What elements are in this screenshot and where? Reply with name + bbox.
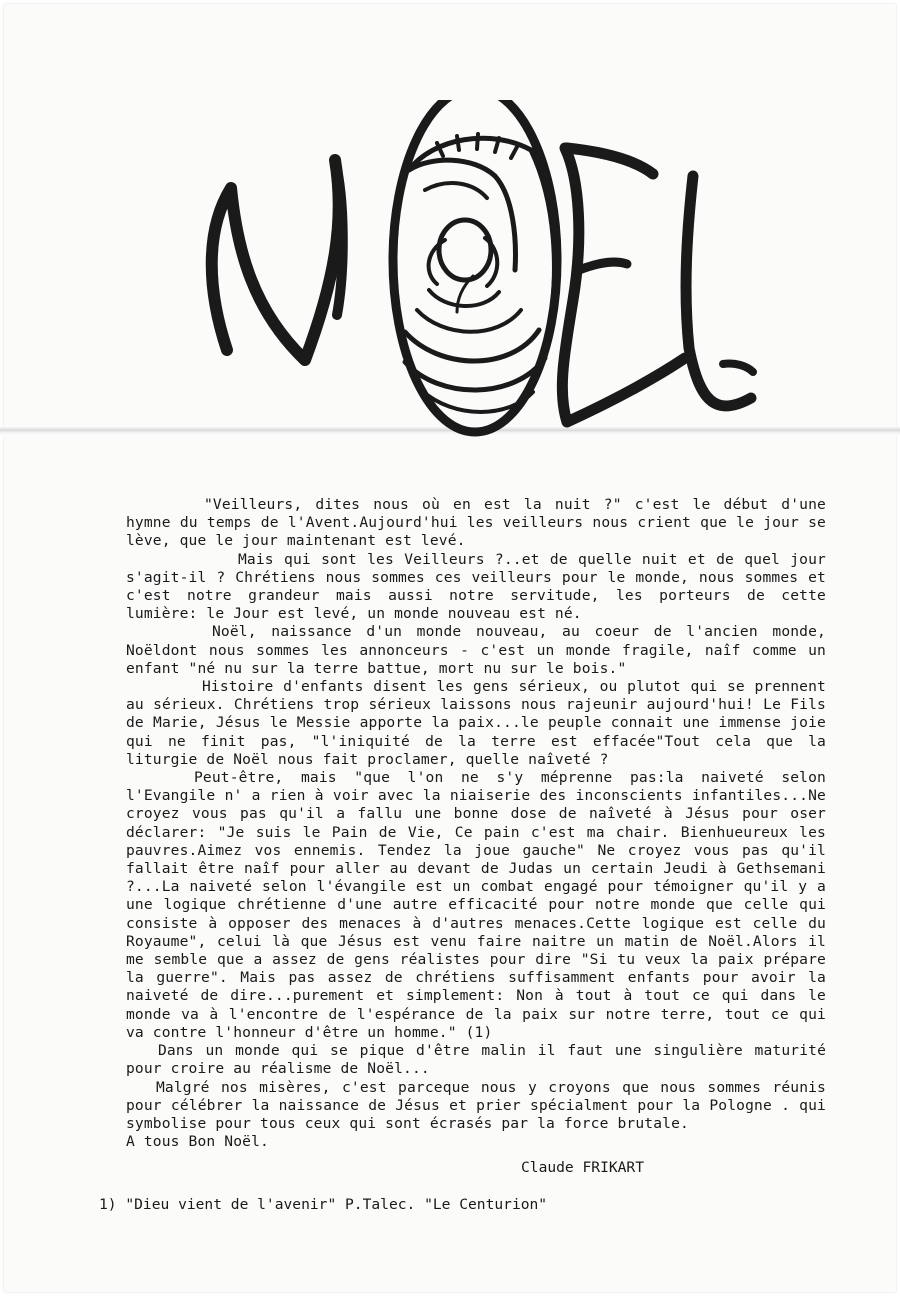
paragraph-histoire-d-enfants: Histoire d'enfants disent les gens sérieux, ou plutot qui se prennent au sérieux. Chrétiens trop sérieux laissons nous rajeunir aujourd'hui! Le Fils de Marie, Jésus le Messie apporte la paix...le peuple connait une immense joie qui ne finit pas, "l'iniquité de la terre est effacée"Tout cela que la liturgie de Noël nous fait proclamer, quelle naîveté ? <box>126 678 826 768</box>
letter-o-nativity <box>393 100 557 432</box>
paragraph-noel-naissance: Noël, naissance d'un monde nouveau, au coeur de l'ancien monde, Noëldont nous sommes les annonceurs - c'est un monde fragile, naîf comme un enfant "né nu sur la terre battue, mort nu sur le bois." <box>126 623 826 677</box>
paragraph-bon-noel: A tous Bon Noël. <box>126 1133 269 1151</box>
letter-n <box>212 160 343 360</box>
paragraph-qui-sont-les-veilleurs: Mais qui sont les Veilleurs ?..et de quelle nuit et de quel jour s'agit-il ? Chrétiens nous sommes ces veilleurs pour le monde, nous sommes et c'est notre grandeur mais aussi notre servitude, les porteurs de cette lumière: le Jour est levé, un monde nouveau est né. <box>126 550 826 623</box>
paragraph-veilleurs: "Veilleurs, dites nous où en est la nuit ?" c'est le début d'une hymne du temps de l'Avent.Aujourd'hui les veilleurs nous crient que le jour se lève, que le jour maintenant est levé. <box>126 496 826 550</box>
paragraph-monde-malin: Dans un monde qui se pique d'être malin il faut une singulière maturité pour croire au réalisme de Noël... <box>126 1042 826 1078</box>
letter-e <box>562 148 685 422</box>
author-signature: Claude FRIKART <box>521 1159 645 1176</box>
paragraph-malgre-nos-miseres: Malgré nos misères, c'est parceque nous y croyons que nous sommes réunis pour célébrer la naissance de Jésus et prier spécialment pour la Pologne . qui symbolise pour tous ceux qui sont écrasés par la force brutale. <box>126 1078 826 1132</box>
letter-l <box>686 176 753 406</box>
paragraph-peut-etre: Peut-être, mais "que l'on ne s'y méprenne pas:la naiveté selon l'Evangile n' a rien à voir avec la niaiserie des inconscients infantiles...Ne croyez vous pas qu'il a fallu une bonne dose de naîveté à Jésus pour oser déclarer: "Je suis le Pain de Vie, Ce pain c'est ma chair. Bienhueureux les pauvres.Aimez vos ennemis. Tendez la joue gauche" Ne croyez vous pas qu'il fallait être naîf pour aller au devant de Judas un certain Jeudi à Gethsemani ?...La naiveté selon l'évangile est un combat engagé pour témoigner qu'il y a une logique chrétienne d'une autre efficacité pour notre monde que celle qui consiste à opposer des menaces à d'autres menaces.Cette logique est celle du Royaume", celui là que Jésus est venu faire naitre un matin de Noël.Alors il me semble que a assez de gens réalistes pour dire "Si tu veux la paix prépare la guerre". Mais pas assez de chrétiens suffisamment enfants pour avoir la naiveté de dire...purement et simplement: Non à tout à tout ce qui dans le monde va à l'encontre de l'espérance de la paix sur notre terre, tout ce qui va contre l'honneur d'être un homme." (1) <box>126 769 826 1041</box>
letter-body <box>126 496 826 1151</box>
footnote: 1) "Dieu vient de l'avenir" P.Talec. "Le Centurion" <box>99 1196 548 1213</box>
noel-title-artwork <box>195 100 765 440</box>
